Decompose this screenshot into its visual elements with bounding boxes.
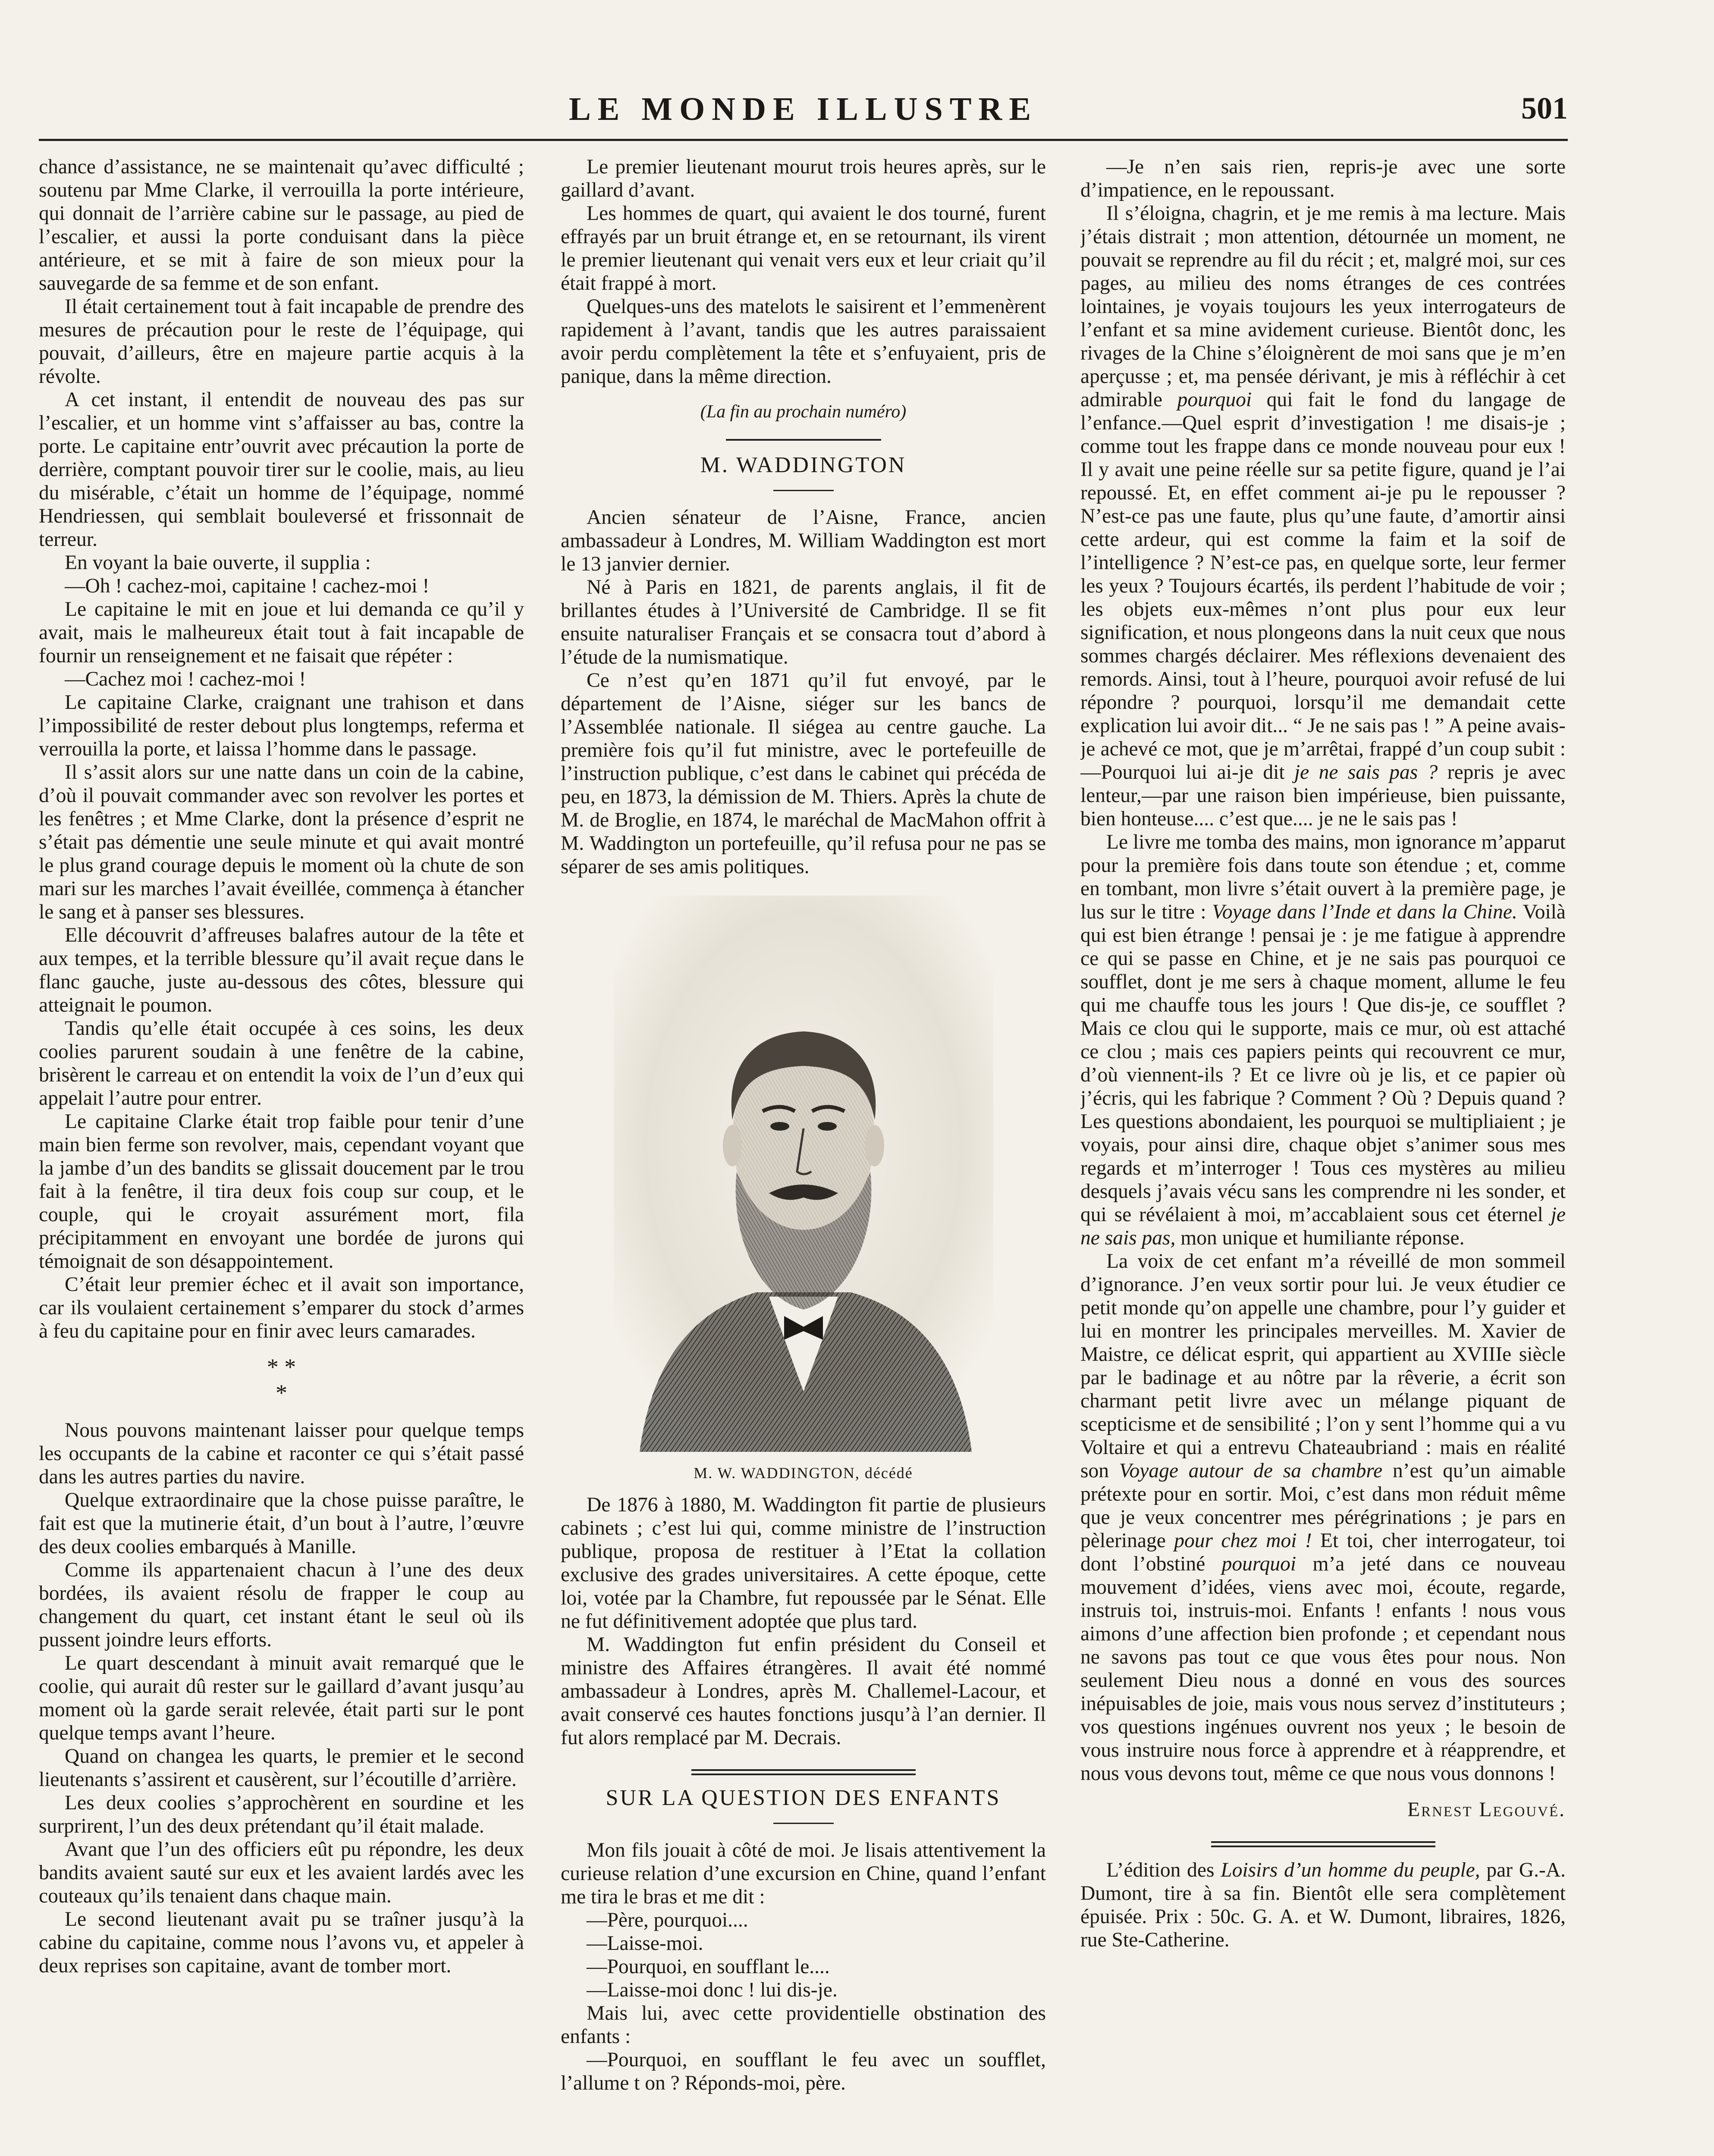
portrait-figure bbox=[614, 896, 993, 1485]
heading-rule bbox=[773, 1823, 834, 1824]
dialogue-line: —Laisse-moi donc ! lui dis-je. bbox=[587, 1979, 838, 2001]
paragraph: Les hommes de quart, qui avaient le dos tourné, furent effrayés par un bruit étrange et, en se retournant, ils virent le premier lieutenant qui venait vers eux et leur criait qu’il était frappé à mort. bbox=[561, 202, 1046, 295]
italic-run: pourquoi bbox=[1221, 1553, 1296, 1575]
paragraph: M. Waddington fut enfin président du Conseil et ministre des Affaires étrangères. Il avait été nommé ambassadeur à Londres, après M. Challemel-Lacour, et avait conservé ces hautes fonctions jusqu’à l’an dernier. Il fut alors remplacé par M. Decrais. bbox=[561, 1633, 1046, 1749]
paragraph: Avant que l’un des officiers eût pu répondre, les deux bandits avaient sauté sur eux et les avaient lardés avec les couteaux qu’ils tenaient dans chaque main. bbox=[39, 1838, 524, 1907]
portrait-caption: M. W. WADDINGTON, décédé bbox=[694, 1464, 913, 1482]
paragraph: —Cachez moi ! cachez-moi ! bbox=[65, 668, 306, 690]
waddington-heading: M. WADDINGTON bbox=[700, 453, 907, 477]
italic-run: Voyage autour de sa chambre bbox=[1119, 1460, 1383, 1482]
italic-run: Voyage dans l’Inde et dans la Chine. bbox=[1212, 901, 1517, 923]
text-run: mon unique et humiliante réponse. bbox=[1180, 1227, 1465, 1249]
page-number: 501 bbox=[1521, 91, 1568, 125]
text-run: La voix de cet enfant m’a réveillé de mon sommeil d’ignorance. J’en veux sortir pour lui. Je veux étudier ce petit monde qu’on appelle une chambre, pour l’y guider et lui en montrer les principales merveilles. M. Xavier de Maistre, ce délicat esprit, qui appartient au XVIIIe siècle par le badinage et au nôtre par la rêverie, a écrit son charmant petit livre avec un mélange piquant de scepticisme et de sensibilité ; l’on y sent l’homme qui a vu Voltaire et qui a entrevu Chateaubriand : mais en réalité son bbox=[1080, 1250, 1566, 1482]
double-rule bbox=[691, 1769, 916, 1775]
italic-run: Loisirs d’un homme du peuple, bbox=[1221, 1859, 1480, 1881]
paragraph: C’était leur premier échec et il avait son importance, car ils voulaient certainement s’emparer du stock d’armes à feu du capitaine pour en finir avec leurs camarades. bbox=[39, 1273, 524, 1342]
paragraph: Quand on changea les quarts, le premier et le second lieutenants s’assirent et causèrent, sur l’écoutille d’arrière. bbox=[39, 1745, 524, 1791]
paragraph: Ancien sénateur de l’Aisne, France, ancien ambassadeur à Londres, M. William Waddington est mort le 13 janvier dernier. bbox=[561, 506, 1046, 575]
text-run: repris je avec lenteur,—par une raison bien impérieuse, bien puissante, bien honteuse.... c’est que.... je ne le sais pas ! bbox=[1080, 761, 1566, 830]
dialogue-line: —Laisse-moi. bbox=[587, 1932, 703, 1955]
dialogue-line: —Pourquoi, en soufflant le.... bbox=[587, 1955, 830, 1978]
paragraph: —Je n’en sais rien, repris-je avec une sorte d’impatience, en le repoussant. bbox=[1080, 156, 1566, 201]
waddington-portrait-image bbox=[614, 896, 993, 1452]
continuation-note: (La fin au prochain numéro) bbox=[700, 402, 907, 422]
paragraph: Tandis qu’elle était occupée à ces soins, les deux coolies parurent soudain à une fenêtre de la cabine, brisèrent le carreau et on entendit la voix de l’un d’eux qui appelait l’autre pour entrer. bbox=[39, 1017, 524, 1109]
section-rule bbox=[726, 439, 881, 441]
paragraph: Ce n’est qu’en 1871 qu’il fut envoyé, par le département de l’Aisne, siéger sur les bancs de l’Assemblée nationale. Il siégea au centre gauche. La première fois qu’il fut ministre, avec le portefeuille de l’instruction publique, c’est dans le cabinet qui précéda de peu, en 1873, la démission de M. Thiers. Après la chute de M. de Broglie, en 1874, le maréchal de MacMahon offrit à M. Waddington un portefeuille, qu’il refusa pour ne pas se séparer de ses amis politiques. bbox=[561, 669, 1046, 878]
page-header bbox=[39, 74, 1568, 141]
paragraph: A cet instant, il entendit de nouveau des pas sur l’escalier, et un homme vint s’affaisser au bas, contre la porte. Le capitaine entr’ouvrit avec précaution la porte de derrière, comptant pouvoir tirer sur le coolie, mais, au lieu du misérable, c’était un homme de l’équipage, nommé Hendriessen, qui semblait bouleversé et frissonnait de terreur. bbox=[39, 389, 524, 551]
text-run: Le livre me tomba des mains, mon ignorance m’apparut pour la première fois dans toute son étendue ; et, comme en tombant, mon livre s’était ouvert à la première page, je lus sur le titre : bbox=[1080, 831, 1566, 923]
paragraph: Mais lui, avec cette providentielle obstination des enfants : bbox=[561, 2002, 1046, 2048]
italic-run: pour chez moi ! bbox=[1174, 1529, 1312, 1552]
paragraph bbox=[1080, 202, 1566, 830]
paragraph: Le quart descendant à minuit avait remarqué que le coolie, qui aurait dû rester sur le gaillard d’avant jusqu’au moment où la garde serait relevée, était parti sur le pont quelque temps avant l’heure. bbox=[39, 1652, 524, 1744]
text-run: par G.-A. Dumont, tire à sa fin. Bientôt elle sera complètement épuisée. Prix : 50c. G. A. et W. Dumont, libraires, 1826, rue Ste-Catherine. bbox=[1080, 1859, 1566, 1951]
paragraph: Quelque extraordinaire que la chose puisse paraître, le fait est que la mutinerie était, d’un bout à l’autre, l’œuvre des deux coolies embarqués à Manille. bbox=[39, 1489, 524, 1558]
paragraph: Les deux coolies s’approchèrent en sourdine et les surprirent, l’un des deux prétendant qu’il était malade. bbox=[39, 1792, 524, 1837]
author-signature: Ernest Legouvé. bbox=[1407, 1799, 1566, 1821]
paragraph: Le second lieutenant avait pu se traîner jusqu’à la cabine du capitaine, comme nous l’avons vu, et appeler à deux reprises son capitaine, avant de tomber mort. bbox=[39, 1908, 524, 1977]
paragraph: Comme ils appartenaient chacun à l’une des deux bordées, ils avaient résolu de frapper le coup au changement du quart, cet instant étant le seul où ils pussent joindre leurs efforts. bbox=[39, 1559, 524, 1651]
column-left bbox=[39, 155, 524, 2156]
paragraph: Il s’assit alors sur une natte dans un coin de la cabine, d’où il pouvait commander avec son revolver les portes et les fenêtres ; et Mme Clarke, dont la présence d’esprit ne s’était pas démentie une seule minute et qui avait montré le plus grand courage depuis le moment où la chute de son mari sur les marches l’avait éveillée, commença à étancher le sang et à panser ses blessures. bbox=[39, 761, 524, 923]
column-middle bbox=[561, 155, 1046, 2156]
paragraph: Nous pouvons maintenant laisser pour quelque temps les occupants de la cabine et raconter ce qui s’était passé dans les autres parties du navire. bbox=[39, 1419, 524, 1488]
enfants-heading: SUR LA QUESTION DES ENFANTS bbox=[606, 1786, 1001, 1810]
text-run: m’a jeté dans ce nouveau mouvement d’idées, viens avec moi, écoute, regarde, instruis toi, instruis-moi. Enfants ! enfants ! nous vous aimons d’une affection bien profonde ; et cependant nous ne savons pas tout ce que vous êtes pour nous. Non seulement Dieu nous a donné en vous des sources inépuisables de joie, mais vous nous servez d’instituteurs ; vos questions ingénues ouvrent nos yeux ; le besoin de vous instruire nous force à apprendre et à réapprendre, et nous vous devons tout, même ce que nous vous donnons ! bbox=[1080, 1553, 1566, 1785]
text-run: Et toi, cher interrogateur, toi dont l’obstiné bbox=[1080, 1529, 1566, 1575]
italic-run: pourquoi bbox=[1177, 389, 1252, 411]
paragraph: Elle découvrit d’affreuses balafres autour de la tête et aux tempes, et la terrible blessure qu’il avait reçue dans le flanc gauche, juste au-dessous des côtes, blessure qui atteignait le poumon. bbox=[39, 924, 524, 1016]
paragraph: chance d’assistance, ne se maintenait qu’avec difficulté ; soutenu par Mme Clarke, il verrouilla la porte intérieure, qui donnait de l’arrière cabine sur le passage, au pied de l’escalier, et aussi la porte conduisant dans la pièce antérieure, et se mit à faire de son mieux pour la sauvegarde de sa femme et de son enfant. bbox=[39, 156, 524, 295]
italic-run: je ne sais pas, bbox=[1080, 1203, 1566, 1249]
paragraph: Mon fils jouait à côté de moi. Je lisais attentivement la curieuse relation d’une excursion en Chine, quand l’enfant me tira le bras et me dit : bbox=[561, 1839, 1046, 1908]
paragraph: Né à Paris en 1821, de parents anglais, il fit de brillantes études à l’Université de Cambridge. Il se fit ensuite naturaliser Français et se consacra tout d’abord à l’étude de la numismatique. bbox=[561, 576, 1046, 668]
advertisement bbox=[1080, 1858, 1566, 1952]
masthead: LE MONDE ILLUSTRE bbox=[568, 91, 1038, 127]
paragraph: Le capitaine Clarke était trop faible pour tenir d’une main bien ferme son revolver, mais, cependant voyant que la jambe d’un des bandits se glissait doucement par le trou fait à la fenêtre, il tira deux fois coup sur coup, et le couple, qui le croyait assurément mort, fila précipitamment en envoyant une bordée de jurons qui témoignait de son désappointement. bbox=[39, 1110, 524, 1272]
paragraph: De 1876 à 1880, M. Waddington fit partie de plusieurs cabinets ; c’est lui qui, comme ministre de l’instruction publique, proposa de restituer à l’Etat la collation exclusive des grades universitaires. A cette époque, cette loi, votée par la Chambre, fut repoussée par le Sénat. Elle ne fut définitivement adoptée que plus tard. bbox=[561, 1494, 1046, 1633]
text-run: qui fait le fond du langage de l’enfance.—Quel esprit d’investigation ! me disais-je ; comme tout les frappe dans ce monde nouveau pour eux ! Il y avait une peine réelle sur sa petite figure, quand je l’ai repoussé. Et, en effet comment ai-je pu le repousser ? N’est-ce pas une faute, plus qu’une faute, d’amortir ainsi cette ardeur, qui est comme la faim et la soif de l’intelligence ? N’est-ce pas, en quelque sorte, leur fermer les yeux ? Toujours écartés, ils perdent l’habitude de voir ; les objets eux-mêmes n’ont plus pour eux leur signification, et nous plongeons dans la nuit ceux que nous sommes chargés déclairer. Mes réflexions devenaient des remords. Ainsi, tout à l’heure, pourquoi avoir refusé de lui répondre ? pourquoi, lorsqu’il me demandait cette explication lui avoir dit... “ Je ne sais pas ! ” A peine avais-je achevé ce mot, que je m’arrêtai, frappé d’un coup subit :—Pourquoi lui ai-je dit bbox=[1080, 389, 1566, 783]
paragraph: —Oh ! cachez-moi, capitaine ! cachez-moi ! bbox=[65, 575, 430, 597]
paragraph: Quelques-uns des matelots le saisirent et l’emmenèrent rapidement à l’avant, tandis que les autres paraissaient avoir perdu complètement la tête et s’enfuyaient, pris de panique, dans la même direction. bbox=[561, 295, 1046, 388]
asterism-separator: * * * bbox=[267, 1354, 296, 1406]
paragraph: Le capitaine Clarke, craignant une trahison et dans l’impossibilité de rester debout plus longtemps, referma et verrouilla la porte, et laissa l’homme dans le passage. bbox=[39, 691, 524, 760]
paragraph bbox=[1080, 1250, 1566, 1785]
column-right bbox=[1080, 155, 1566, 2156]
text-run: Voilà qui est bien étrange ! pensai je : je me fatigue à apprendre ce qui se passe en Chine, et je ne sais pas pourquoi ce soufflet, dont je me sers à chaque moment, allume le feu qui me chauffe tous les jours ! Que dis-je, ce soufflet ? Mais ce clou qui le supporte, mais ce mur, où est attaché ce clou ; mais ces papiers peints qui recouvrent ce mur, d’où viennent-ils ? Et ce livre où je lis, et ce papier où j’écris, qui les fabrique ? Comment ? Où ? Depuis quand ? Les questions abondaient, les pourquoi se multipliaient ; je voyais, pour ainsi dire, chaque objet s’animer sous mes regards et m’interroger ! Tous ces mystères au milieu desquels j’avais vécu sans les comprendre ni les sonder, et qui se révélaient à moi, m’accablaient sous cet éternel bbox=[1080, 901, 1566, 1226]
text-run: L’édition des bbox=[1106, 1859, 1215, 1881]
dialogue-line: —Pourquoi, en soufflant le feu avec un soufflet, l’allume t on ? Réponds-moi, père. bbox=[561, 2049, 1046, 2094]
italic-run: je ne sais pas ? bbox=[1294, 761, 1438, 783]
paragraph: Le premier lieutenant mourut trois heures après, sur le gaillard d’avant. bbox=[561, 156, 1046, 201]
paragraph: Il était certainement tout à fait incapable de prendre des mesures de précaution pour le reste de l’équipage, qui pouvait, d’ailleurs, être en majeure partie acquis à la révolte. bbox=[39, 295, 524, 388]
heading-rule bbox=[773, 490, 834, 491]
double-rule bbox=[1211, 1841, 1435, 1847]
text-run: n’est qu’un aimable prétexte pour en sortir. Moi, c’est dans mon réduit même que je veux concentrer mes pérégrinations ; je pars en pèlerinage bbox=[1080, 1460, 1566, 1552]
dialogue-line: —Père, pourquoi.... bbox=[587, 1909, 748, 1931]
paragraph bbox=[1080, 830, 1566, 1250]
paragraph: Le capitaine le mit en joue et lui demanda ce qu’il y avait, mais le malheureux était tout à fait incapable de fournir un renseignement et ne faisait que répéter : bbox=[39, 598, 524, 667]
paragraph: En voyant la baie ouverte, il supplia : bbox=[65, 552, 371, 574]
text-run: Il s’éloigna, chagrin, et je me remis à ma lecture. Mais j’étais distrait ; mon attention, détournée un moment, ne pouvait se reprendre au fil du récit ; et, malgré moi, sur ces pages, au milieu des noms étranges de ces contrées lointaines, je voyais toujours les yeux interrogateurs de l’enfant et sa mine avidement curieuse. Bientôt donc, les rivages de la Chine s’éloignèrent de moi sans que je m’en aperçusse ; et, ma pensée dérivant, je mis à réfléchir à cet admirable bbox=[1080, 202, 1566, 411]
